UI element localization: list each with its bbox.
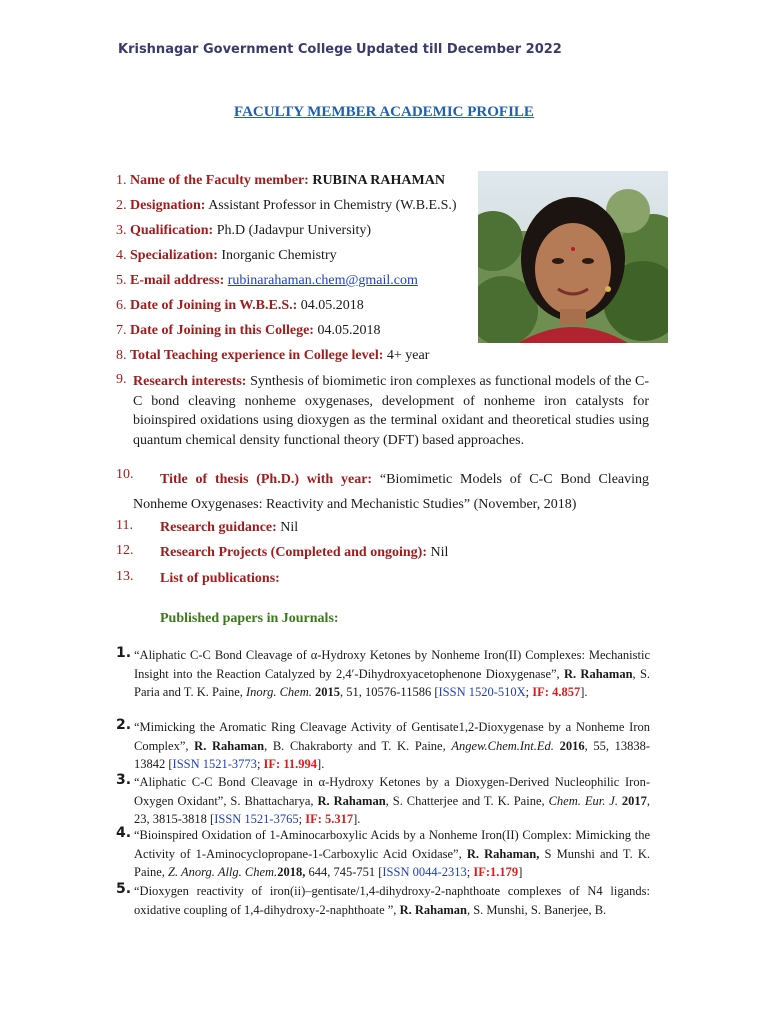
item-teaching-experience: 8. Total Teaching experience in College level: 4+ year xyxy=(116,348,430,363)
item-publications-heading: List of publications: xyxy=(160,571,280,586)
publication-4: “Bioinspired Oxidation of 1-Aminocarboxylic Acids by a Nonheme Iron(II) Complex: Mimicking the Activity of 1-Aminocyclopropane-1-Carboxylic Acid Oxidase”, R. Rahaman, S Munshi and T. K. Paine, Z. Anorg. Allg. Chem.2018, 644, 745-751 [ISSN 0044-2313; IF:1.179] xyxy=(134,828,651,879)
item-10-number: 10. xyxy=(116,467,134,482)
pub-3-number: 3. xyxy=(116,772,132,788)
publication-1: “Aliphatic C-C Bond Cleavage of α-Hydroxy Ketones by Nonheme Iron(II) Complexes: Mechanistic Insight into the Reaction Catalyzed by 2,4′-Dihydroxyacetophenone Dioxygenase”, R. Rahaman, S. Paria and T. K. Paine, Inorg. Chem. 2015, 51, 10576-11586 [ISSN 1520-510X; IF: 4.857]. xyxy=(134,648,651,699)
item-11-number: 11. xyxy=(116,518,133,533)
item-designation: 2. Designation: Assistant Professor in Chemistry (W.B.E.S.) xyxy=(116,198,457,213)
pub-2-number: 2. xyxy=(116,717,132,733)
pub-5-number: 5. xyxy=(116,881,132,897)
item-name: 1. Name of the Faculty member: RUBINA RAHAMAN xyxy=(116,173,445,188)
published-papers-heading: Published papers in Journals: xyxy=(160,611,339,626)
publication-3: “Aliphatic C-C Bond Cleavage in α-Hydroxy Ketones by a Dioxygen-Derived Nucleophilic Iron-Oxygen Oxidant”, S. Bhattacharya, R. Rahaman, S. Chatterjee and T. K. Paine, Chem. Eur. J. 2017, 23, 3815-3818 [ISSN 1521-3765; IF: 5.317]. xyxy=(134,775,651,826)
pub-4-number: 4. xyxy=(116,825,132,841)
email-link[interactable]: rubinarahaman.chem@gmail.com xyxy=(227,273,418,288)
item-joining-wbes: 6. Date of Joining in W.B.E.S.: 04.05.2018 xyxy=(116,298,364,313)
faculty-photo xyxy=(478,171,668,343)
item-12-number: 12. xyxy=(116,543,134,558)
item-specialization: 4. Specialization: Inorganic Chemistry xyxy=(116,248,337,263)
page-title: FACULTY MEMBER ACADEMIC PROFILE xyxy=(234,104,534,120)
updated-note: Updated till December 2022 xyxy=(356,42,562,57)
item-thesis: Title of thesis (Ph.D.) with year: “Biomimetic Models of C-C Bond Cleaving Nonheme Oxygenases: Reactivity and Mechanistic Studies” (November, 2018) xyxy=(133,472,650,512)
item-13-number: 13. xyxy=(116,569,134,584)
item-research-interests: Research interests: Synthesis of biomimetic iron complexes as functional models of the C-C bond cleaving nonheme oxygenases, development of nonheme iron catalysts for bioinspired oxidations using dioxygen as the terminal oxidant and theoretical studies using quantum chemical density functional theory (DFT) based approaches. xyxy=(133,374,649,448)
pub-1-number: 1. xyxy=(116,645,132,661)
item-research-guidance: Research guidance: Nil xyxy=(160,520,299,535)
item-joining-college: 7. Date of Joining in this College: 04.05.2018 xyxy=(116,323,381,338)
item-9-number: 9. xyxy=(116,372,127,387)
item-qualification: 3. Qualification: Ph.D (Jadavpur University) xyxy=(116,223,372,238)
item-email: 5. E-mail address: rubinarahaman.chem@gmail.com xyxy=(116,273,418,288)
publication-2: “Mimicking the Aromatic Ring Cleavage Activity of Gentisate1,2-Dioxygenase by a Nonheme Iron Complex”, R. Rahaman, B. Chakraborty and T. K. Paine, Angew.Chem.Int.Ed. 2016, 55, 13838-13842 [ISSN 1521-3773; IF: 11.994]. xyxy=(134,720,651,771)
college-name: Krishnagar Government College xyxy=(118,42,353,57)
publication-5: “Dioxygen reactivity of iron(ii)–gentisate/1,4-dihydroxy-2-naphthoate complexes of N4 ligands: oxidative coupling of 1,4-dihydroxy-2-naphthoate ”, R. Rahaman, S. Munshi, S. Banerjee, B. xyxy=(134,884,650,917)
item-research-projects: Research Projects (Completed and ongoing): Nil xyxy=(160,545,449,560)
